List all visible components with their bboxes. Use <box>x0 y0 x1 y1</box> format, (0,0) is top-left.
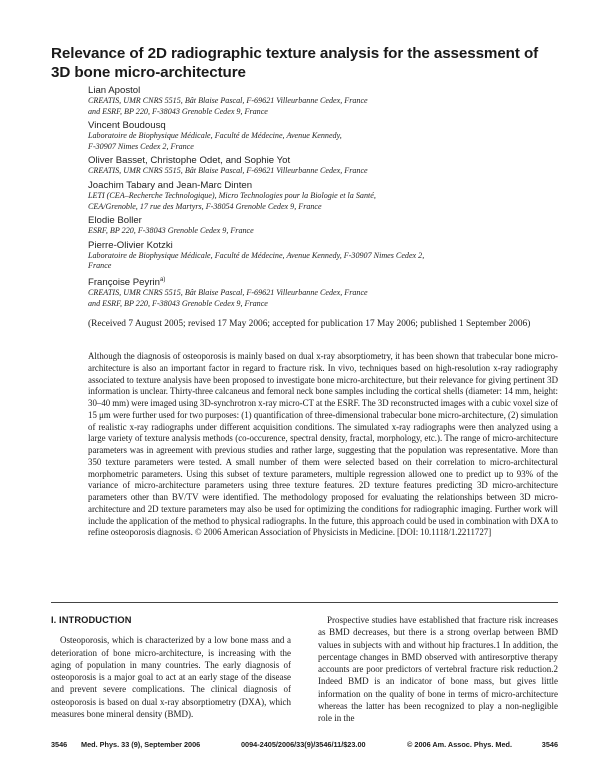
author-affiliation: CREATIS, UMR CNRS 5515, Bât Blaise Pascal, F-69621 Villeurbanne Cedex, France and ESRF, BP 220, F-38043 Grenoble Cedex 9, France <box>88 288 368 308</box>
section-heading: I. INTRODUCTION <box>51 615 132 625</box>
footer-journal: Med. Phys. 33 (9), September 2006 <box>81 740 201 749</box>
author-name: Oliver Basset, Christophe Odet, and Sophie Yot <box>88 155 291 167</box>
author-name: Elodie Boller <box>88 215 142 227</box>
page-footer <box>51 740 558 752</box>
author-block <box>88 240 558 272</box>
body-paragraph: Osteoporosis, which is characterized by a low bone mass and a deterioration of bone micro-architecture, is increasing with the aging of population in many countries. The early diagnosis of osteoporosis is a major goal to act at an early stage of the disease and prevent severe complications. The clinical diagnosis of osteoporosis is based on dual x-ray absorptiometry (DXA), which measures bone mineral density (BMD). <box>51 635 291 720</box>
author-affiliation: ESRF, BP 220, F-38043 Grenoble Cedex 9, France <box>88 226 254 236</box>
author-affiliation: LETI (CEA–Recherche Technologique), Micro Technologies pour la Biologie et la Santé, CEA/Grenoble, 17 rue des Martyrs, F-38054 Grenoble Cedex 9, France <box>88 190 376 211</box>
author-block <box>88 85 558 117</box>
author-block <box>88 180 558 212</box>
section-divider <box>51 602 558 603</box>
author-list <box>88 85 558 312</box>
received-dates: (Received 7 August 2005; revised 17 May 2006; accepted for publication 17 May 2006; published 1 September 2006) <box>88 319 531 329</box>
footer-code: 0094-2405/2006/33(9)/3546/11/$23.00 <box>241 740 366 749</box>
author-block <box>88 275 558 309</box>
author-block <box>88 120 558 152</box>
author-name: Françoise Peyrin$^{a)}$ <box>88 276 166 289</box>
left-column <box>51 614 291 720</box>
author-affiliation: CREATIS, UMR CNRS 5515, Bât Blaise Pascal, F-69621 Villeurbanne Cedex, France and ESRF, BP 220, F-38043 Grenoble Cedex 9, France <box>88 96 368 116</box>
author-block <box>88 155 558 177</box>
author-name: Joachim Tabary and Jean-Marc Dinten <box>88 179 253 191</box>
author-footnote-mark: a) <box>159 276 166 283</box>
author-block <box>88 215 558 237</box>
paper-title: Relevance of 2D radiographic texture analysis for the assessment of 3D bone micro-architecture <box>51 45 539 81</box>
author-name: Lian Apostol <box>88 85 141 96</box>
author-affiliation: Laboratoire de Biophysique Médicale, Faculté de Médecine, Avenue Kennedy, F-30907 Nimes Cedex 2, France <box>88 131 342 151</box>
footer-page-number: 3546 <box>541 740 558 749</box>
abstract: Although the diagnosis of osteoporosis is mainly based on dual x-ray absorptiometry, it has been shown that trabecular bone micro-architecture is also an important factor in regard to fracture risk. In vivo, techniques based on high-resolution x-ray radiography associated to texture analysis have been proposed to investigate bone micro-architecture, but their relevance for giving pertinent 3D information is unclear. Thirty-three calcaneus and femoral neck bone samples including the cortical shells (diameter: 14 mm, height: 30–40 mm) were imaged using 3D-synchrotron x-ray micro-CT at the ESRF. The 3D reconstructed images with a cubic voxel size of 15 μm were further used for two purposes: (1) quantification of three-dimensional trabecular bone micro-architecture, (2) simulation of realistic x-ray radiographs under different acquisition conditions. The simulated x-ray radiographs were then analyzed using a large variety of texture analysis methods (co-occurence, spectral density, fractal, morphology, etc.). The range of micro-architecture parameters was in agreement with previous studies and rather large, suggesting that the population was representative. More than 350 texture parameters were tested. A small number of them were selected based on their correlation to micro-architectural morphometric parameters. Using this subset of texture parameters, multiple regression allowed one to predict up to 93% of the variance of micro-architecture parameters using three texture features. 2D texture features predicting 3D micro-architecture parameters other than BV/TV were identified. The methodology proposed for evaluating the relationships between 3D micro-architecture and 2D texture parameters may also be used for optimizing the conditions for radiographic imaging. Further work will include the application of the method to physical radiographs. In the future, this approach could be used in combination with DXA to refine osteoporosis diagnosis. © 2006 American Association of Physicists in Medicine. [DOI: 10.1118/1.2211727] <box>88 351 558 538</box>
right-column <box>318 614 558 725</box>
author-name: Vincent Boudousq <box>88 120 166 132</box>
author-affiliation: CREATIS, UMR CNRS 5515, Bât Blaise Pascal, F-69621 Villeurbanne Cedex, France <box>88 166 368 176</box>
footer-copyright: © 2006 Am. Assoc. Phys. Med. <box>407 740 513 749</box>
footer-page-number: 3546 <box>51 740 68 749</box>
author-name: Pierre-Olivier Kotzki <box>88 239 173 251</box>
body-paragraph: Prospective studies have established that fracture risk increases as BMD decreases, but there is a strong overlap between BMD values in subjects with and without hip fractures.1 In addition, the percentage changes in BMD observed with antiresorptive therapy accounts are poor predictors of vertebral fracture risk reduction.2 Indeed BMD is an indicator of bone mass, but gives little information on the quality of bone in terms of micro-architecture whereas the latter has been recognized to play a non-negligible role in the <box>318 615 558 724</box>
author-affiliation: Laboratoire de Biophysique Médicale, Faculté de Médecine, Avenue Kennedy, F-30907 Nimes Cedex 2, France <box>88 250 425 271</box>
